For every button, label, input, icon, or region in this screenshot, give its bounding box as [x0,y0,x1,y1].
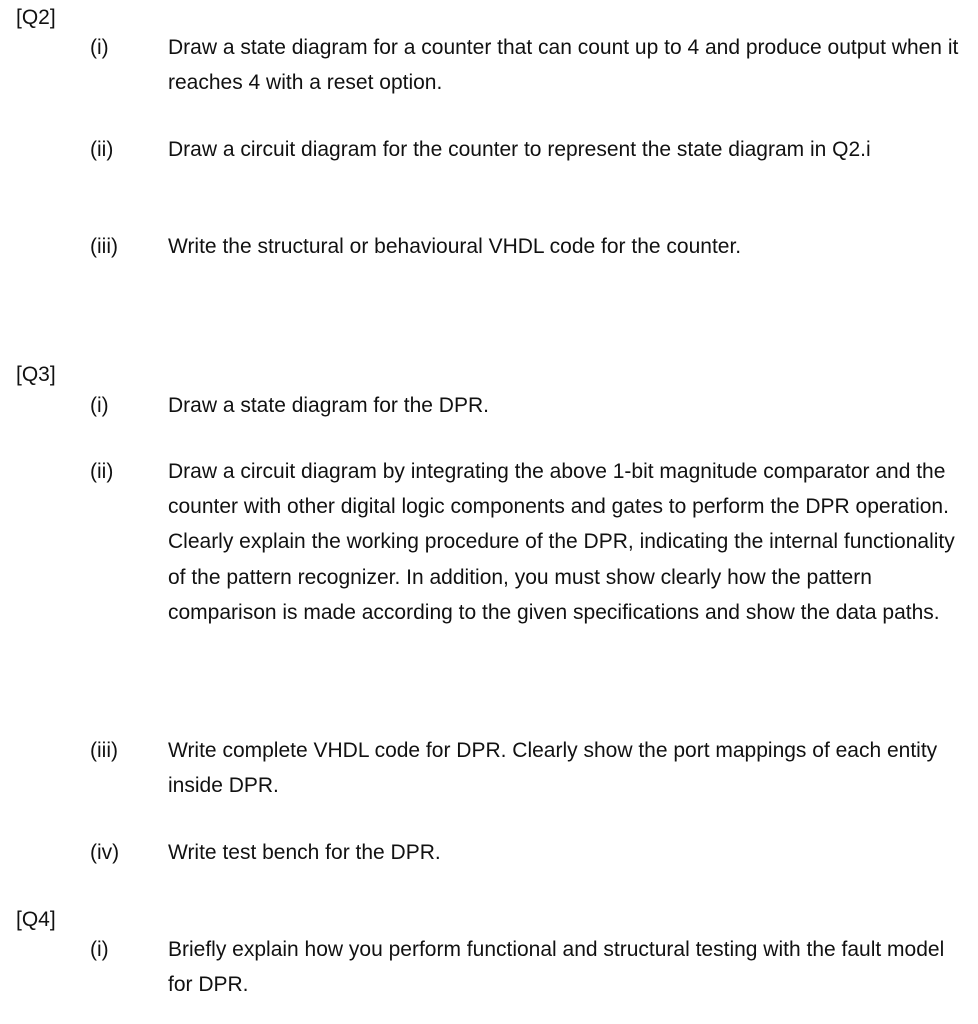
q3-part-4-number: (iv) [90,841,120,864]
q4-label: [Q4] [16,908,56,931]
q2-label: [Q2] [16,6,56,29]
q3-part-2-number: (ii) [90,460,114,483]
q2-part-1-text: Draw a state diagram for a counter that can count up to 4 and produce output when it reaches 4 with a reset option. [168,36,959,95]
q3-part-2-text: Draw a circuit diagram by integrating the above 1-bit magnitude comparator and the counter with other digital logic components and gates to perform the DPR operation. Clearly explain the working procedure of the DPR, indicating the internal functionality of the pattern recognizer. In addition, you must show clearly how the pattern comparison is made according to the given specifications and show the data paths. [168,460,955,624]
q3-part-1-number: (i) [90,394,109,417]
q3-part-1-text: Draw a state diagram for the DPR. [168,394,489,417]
q4-part-1-number: (i) [90,938,109,961]
q2-part-3-text: Write the structural or behavioural VHDL code for the counter. [168,235,742,258]
q3-part-4-text: Write test bench for the DPR. [168,841,441,864]
q3-label: [Q3] [16,363,56,386]
q2-part-2-text: Draw a circuit diagram for the counter to represent the state diagram in Q2.i [168,138,871,161]
q2-part-1-number: (i) [90,36,109,59]
q3-part-3-text: Write complete VHDL code for DPR. Clearly show the port mappings of each entity inside DPR. [168,739,938,798]
q4-part-1-text: Briefly explain how you perform functional and structural testing with the fault model for DPR. [168,938,945,997]
q2-part-2-number: (ii) [90,138,114,161]
q3-part-3-number: (iii) [90,739,118,762]
q2-part-3-number: (iii) [90,235,118,258]
